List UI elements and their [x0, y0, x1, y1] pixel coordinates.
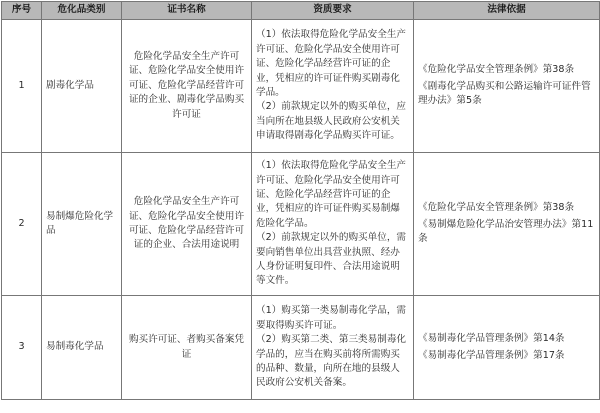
header-requirements: 资质要求 [252, 2, 414, 20]
header-category: 危化品类别 [42, 2, 122, 20]
requirement-item: （1）购买第一类易制毒化学品，需要取得购买许可证。 [256, 305, 407, 331]
row-serial-no: 3 [2, 296, 42, 400]
table-header-row [2, 2, 600, 20]
requirement-item: （1）依法取得危险化学品安全生产许可证、危险化学品安全使用许可证、危险化学品经营许可证的企业，凭相应的许可证件购买剧毒化学品。 [256, 29, 407, 98]
requirement-item: （2）前款规定以外的购买单位，需要向销售单位出具营业执照、经办人身份证明复印件、合法用途说明等文件。 [256, 232, 407, 287]
law-item: 《易制毒化学品管理条例》第17条 [418, 349, 565, 361]
law-item: 《危险化学品安全管理条例》第38条 [418, 64, 575, 76]
header-serial-no: 序号 [2, 2, 42, 20]
law-item: 《危险化学品安全管理条例》第38条 [418, 202, 575, 214]
requirement-item: （2）购买第二类、第三类易制毒化学品的，应当在购买前将所需购买的品种、数量，向所在地的县级人民政府公安机关备案。 [256, 334, 407, 389]
law-item: 《易制毒化学品管理条例》第14条 [418, 333, 565, 345]
law-item: 《易制爆危险化学品治安管理办法》第11条 [418, 218, 594, 245]
table-row [2, 20, 600, 153]
requirement-item: （2）前款规定以外的购买单位，应当向所在地县级人民政府公安机关申请取得剧毒化学品购买许可证。 [256, 101, 407, 142]
row-legal-basis [414, 296, 600, 400]
requirement-item: （1）依法取得危险化学品安全生产许可证、危险化学品安全使用许可证、危险化学品经营许可证的企业，凭相应的许可证件购买易制爆危险化学品。 [256, 160, 407, 229]
row-requirements [252, 296, 414, 400]
law-item: 《剧毒化学品购买和公路运输许可证件管理办法》第5条 [418, 80, 591, 107]
row-legal-basis [414, 20, 600, 153]
row-category: 易制毒化学品 [42, 296, 122, 400]
row-certificate: 危险化学品安全生产许可证、危险化学品安全使用许可证、危险化学品经营许可证的企业、合法用途说明 [122, 153, 252, 296]
row-certificate: 危险化学品安全生产许可证、危险化学品安全使用许可证、危险化学品经营许可证的企业、剧毒化学品购买许可证 [122, 20, 252, 153]
row-requirements [252, 153, 414, 296]
row-legal-basis [414, 153, 600, 296]
header-certificate: 证书名称 [122, 2, 252, 20]
table-row [2, 296, 600, 400]
row-serial-no: 1 [2, 20, 42, 153]
row-category: 剧毒化学品 [42, 20, 122, 153]
row-requirements [252, 20, 414, 153]
row-serial-no: 2 [2, 153, 42, 296]
hazardous-chemicals-table [1, 1, 600, 400]
header-legal-basis: 法律依据 [414, 2, 600, 20]
row-certificate: 购买许可证、者购买备案凭证 [122, 296, 252, 400]
table-row [2, 153, 600, 296]
row-category: 易制爆危险化学品 [42, 153, 122, 296]
